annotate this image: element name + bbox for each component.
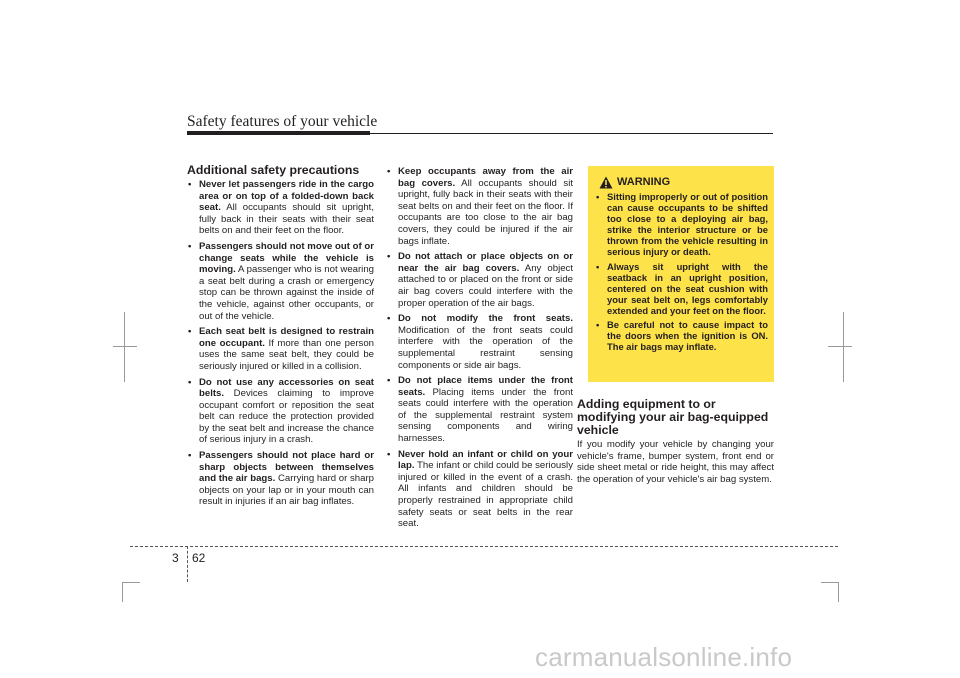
crop-mark-right-h: [828, 346, 852, 347]
list-item: • Do not modify the front seats. Modification of the front seats could interfere with the operation of the supplemental restraint sensing components or side air bags.: [386, 313, 573, 371]
page-header-title: Safety features of your vehicle: [187, 113, 378, 130]
list-item: • Do not place items under the front seats. Placing items under the front seats could interfere with the operation of the supplemental restraint system sensing components and wiring harnesses.: [386, 375, 573, 445]
warning-title: WARNING: [617, 175, 671, 188]
list-item: • Do not use any accessories on seat belts. Devices claiming to improve occupant comfort or reposition the seat belt can reduce the protection provided by the seat belt and increase the chance of serious injury in a crash.: [187, 377, 374, 447]
list-item: • Be careful not to cause impact to the doors when the ignition is ON. The air bags may inflate.: [595, 319, 768, 352]
warning-box: [588, 166, 774, 382]
crop-mark-left-v: [124, 312, 125, 382]
list-item: • Passengers should not move out of or change seats while the vehicle is moving. A passenger who is not wearing a seat belt during a crash or emergency stop can be thrown against the inside of the vehicle, against other occupants, or out of the vehicle.: [187, 241, 374, 322]
column-2: [386, 166, 573, 534]
crop-mark-bottom-right: [838, 582, 839, 602]
precautions-list-1: [187, 179, 374, 508]
list-item: • Keep occupants away from the air bag covers. All occupants should sit upright, fully back in their seats with their seat belts on and their feet on the floor. If occupants are too close to the air bag covers, they could be injured if the air bags inflate.: [386, 166, 573, 247]
list-item: • Always sit upright with the seatback in an upright position, centered on the seat cushion with your seat belt on, legs comfortably extended and your feet on the floor.: [595, 261, 768, 316]
body-paragraph: If you modify your vehicle by changing your vehicle's frame, bumper system, front end or side sheet metal or ride height, this may affect the operation of your vehicle's air bag system.: [577, 439, 774, 485]
list-item: • Never hold an infant or child on your lap. The infant or child could be seriously injured or killed in the event of a crash. All infants and children should be properly restrained in appropriate child safety seats or seat belts in the rear seat.: [386, 449, 573, 530]
crop-mark-bottom-left-h: [122, 582, 140, 583]
column-1: [187, 164, 374, 512]
watermark-text: carmanualsonline.info: [535, 642, 793, 672]
warning-header: [599, 176, 768, 189]
header-rule-thick: [187, 131, 370, 135]
crop-mark-right-v: [843, 312, 844, 382]
precautions-list-2: [386, 166, 573, 530]
column-3: [577, 398, 774, 485]
page-number: 62: [192, 551, 206, 565]
footer-rule: [130, 546, 838, 547]
list-item: • Do not attach or place objects on or near the air bag covers. Any object attached to or placed on the front or side air bag covers could interfere with the proper operation of the air bags.: [386, 251, 573, 309]
list-item: • Passengers should not place hard or sharp objects between themselves and the air bags. Carrying hard or sharp objects on your lap or in your mouth can result in injuries if an air bag inflates.: [187, 450, 374, 508]
crop-mark-bottom-right-h: [821, 582, 839, 583]
warning-list: [595, 191, 768, 352]
header-rule-thin: [370, 133, 773, 134]
crop-mark-bottom-left: [122, 582, 123, 602]
list-item: • Never let passengers ride in the cargo area or on top of a folded-down back seat. All occupants should sit upright, fully back in their seats with their seat belts on and their feet on the floor.: [187, 179, 374, 237]
section-number: 3: [172, 551, 179, 565]
footer-divider: [187, 546, 188, 582]
warning-triangle-icon: [599, 176, 613, 189]
section-title-additional-safety: Additional safety precautions: [187, 163, 360, 177]
section-title-adding-equipment: Adding equipment to or modifying your air bag-equipped vehicle: [577, 397, 769, 437]
crop-mark-left-h: [113, 346, 137, 347]
list-item: • Sitting improperly or out of position can cause occupants to be shifted too close to a deploying air bag, strike the interior structure or be thrown from the vehicle resulting in serious injury or death.: [595, 191, 768, 258]
list-item: • Each seat belt is designed to restrain one occupant. If more than one person uses the same seat belt, they could be seriously injured or killed in a collision.: [187, 326, 374, 372]
